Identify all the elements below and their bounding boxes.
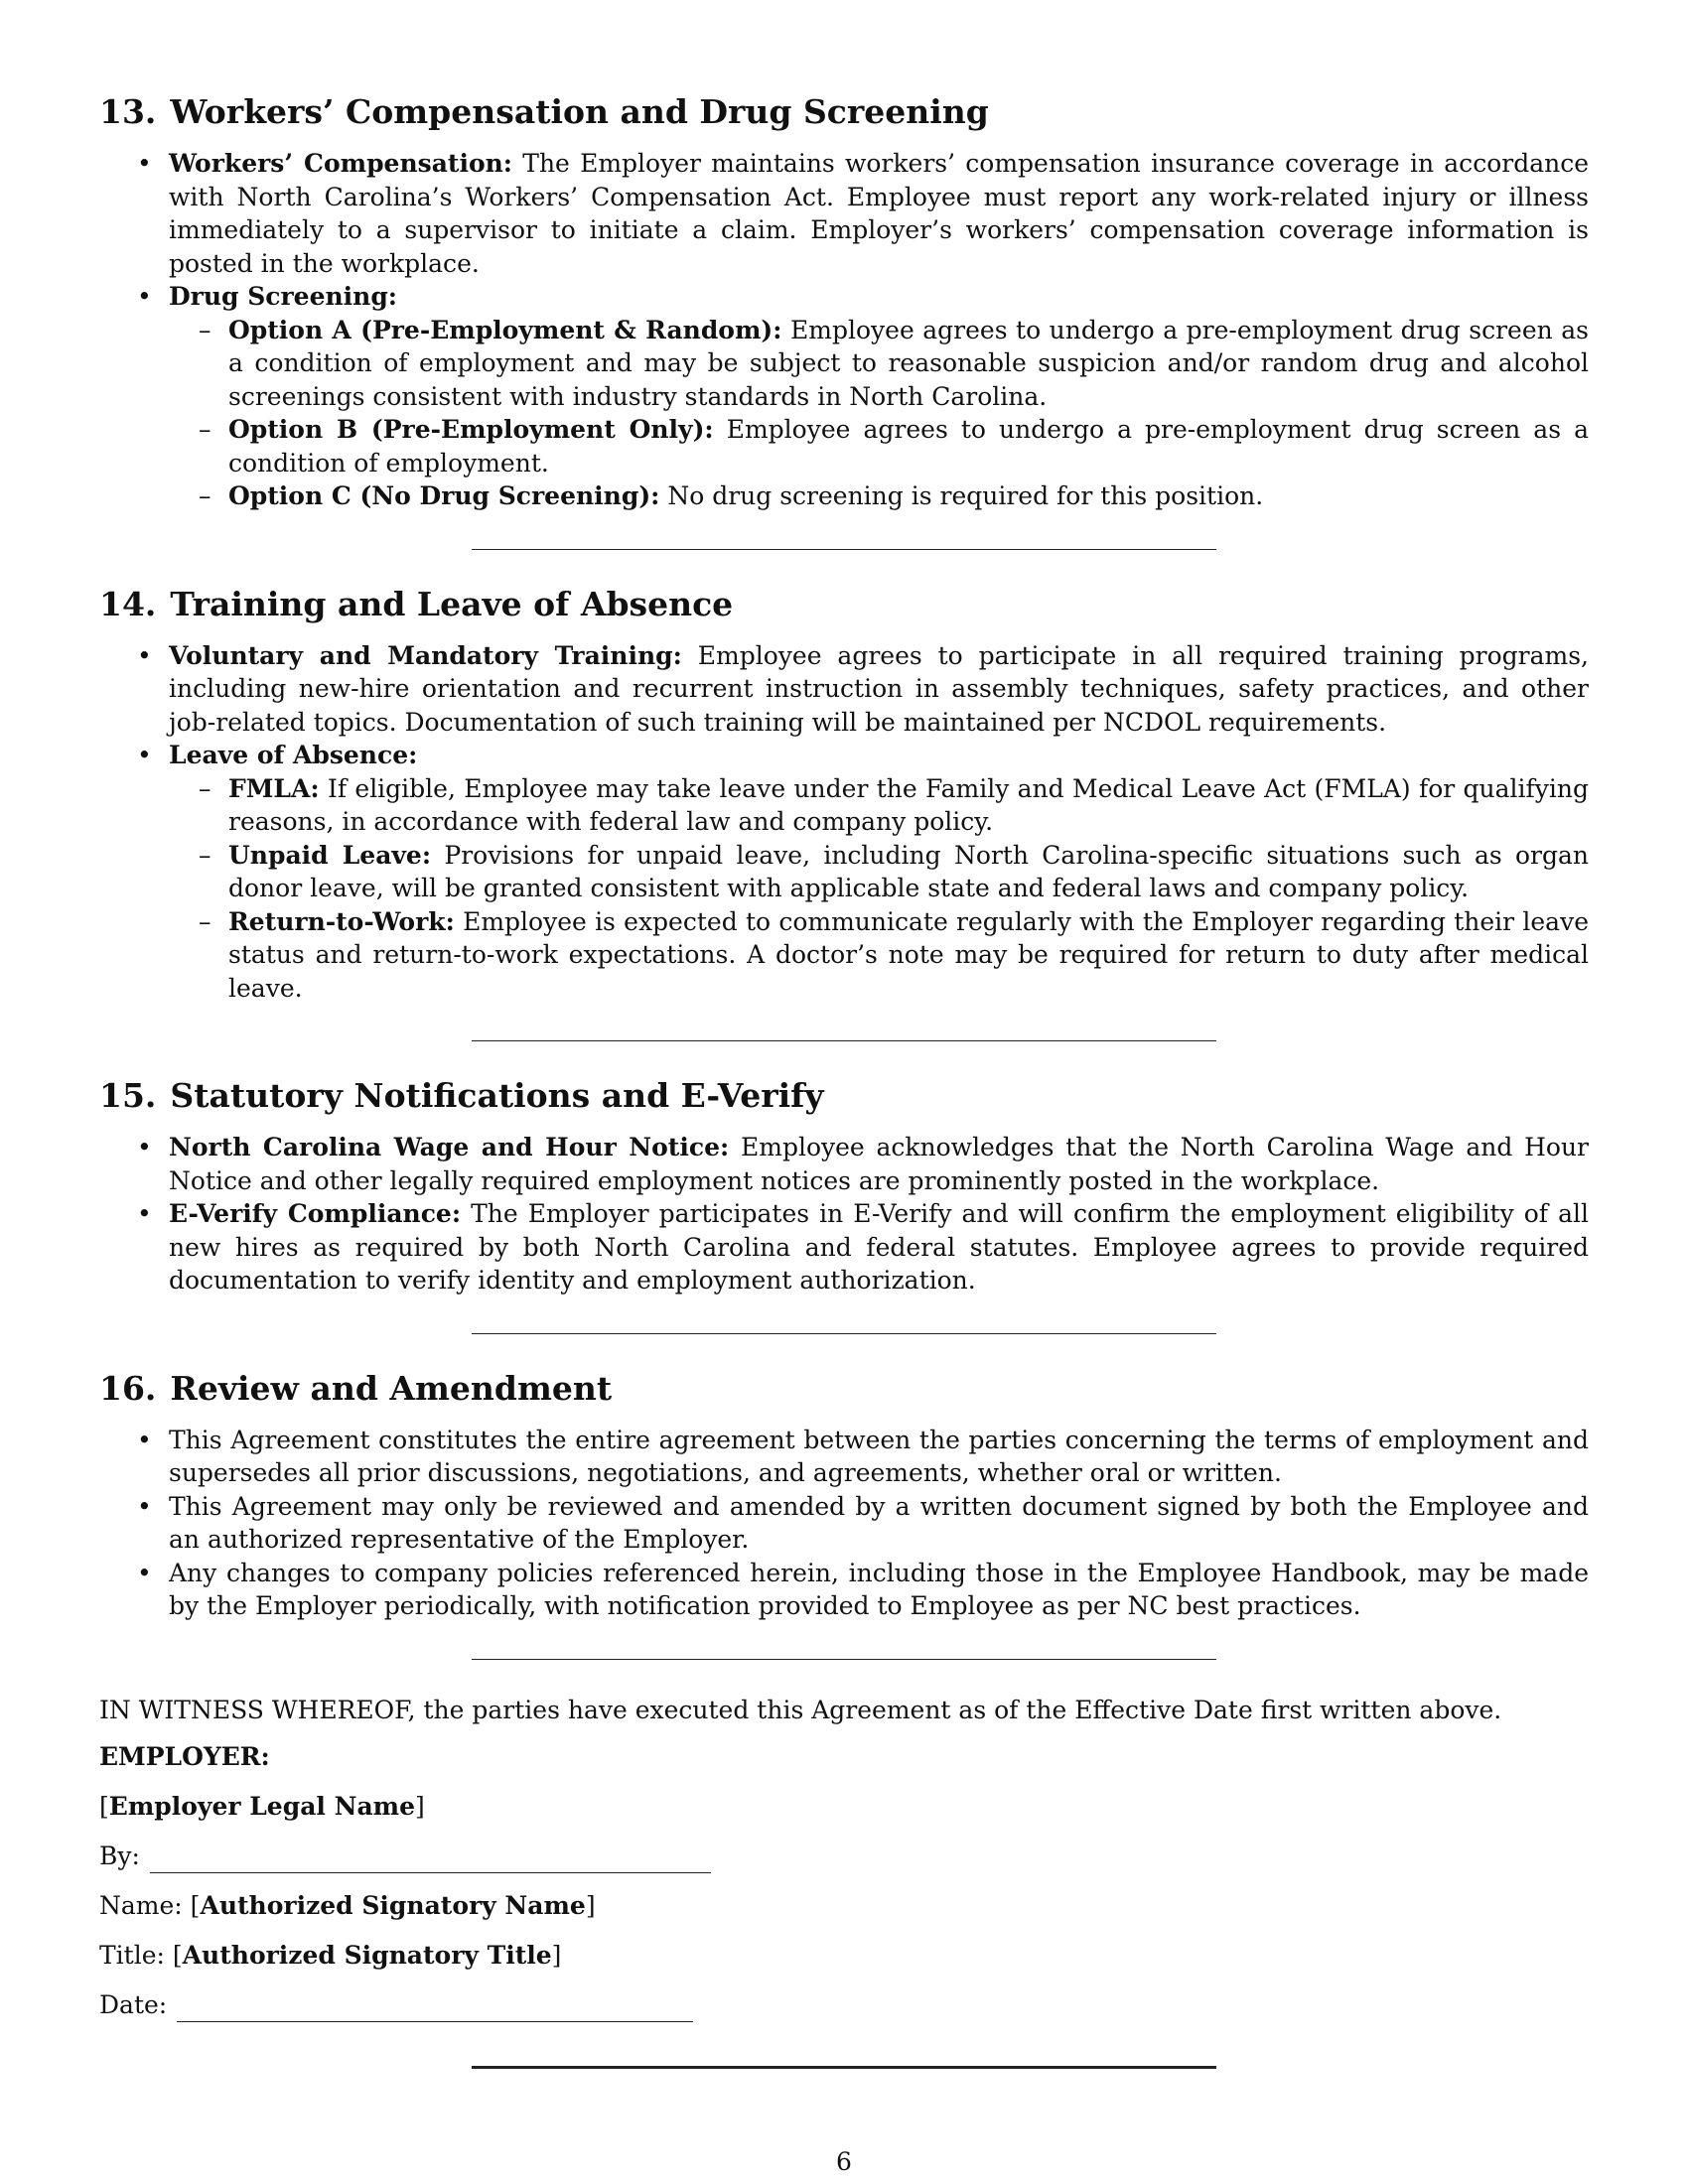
closing-divider [472, 2066, 1216, 2069]
list-item: • Any changes to company policies referenced herein, including those in the Employee Handbook, may be made by the Employer periodically, with notification provided to Employee as per NC best practices. [99, 1557, 1589, 1623]
signature-field[interactable] [150, 1846, 711, 1873]
item-text: Employee is expected to communicate regularly with the Employer regarding their leave status and return-to-work expectations. A doctor’s note may be required for return to duty after medical leave. [228, 906, 1589, 1003]
by-line [99, 1840, 1589, 1873]
bullet-list [99, 639, 1589, 1006]
section-number: 13. [99, 92, 157, 131]
sub-list-item [169, 772, 1589, 839]
section-heading [99, 91, 1589, 133]
list-item [99, 739, 1589, 1005]
item-label: E-Verify Compliance: [169, 1199, 462, 1228]
item-text: The Employer maintains workers’ compensation insurance coverage in accordance with North Carolina’s Workers’ Compensation Act. Employee must report any work-related injury or illness immediately to a supervisor to initiate a claim. Employer’s workers’ compensation coverage information is posted in the workplace. [169, 149, 1589, 278]
date-label: Date: [99, 1990, 168, 2019]
signatory-title-placeholder[interactable]: Authorized Signatory Title [182, 1941, 552, 1970]
bracket-close: ] [415, 1792, 425, 1821]
item-text: No drug screening is required for this position. [667, 481, 1264, 510]
item-label: Return-to-Work: [228, 906, 455, 936]
by-label: By: [99, 1842, 140, 1870]
section-15 [99, 1075, 1589, 1297]
section-14 [99, 584, 1589, 1006]
item-label: Option B (Pre-Employment Only): [228, 415, 714, 444]
name-label: Name: [99, 1891, 183, 1920]
bracket-close: ] [551, 1941, 562, 1970]
date-line [99, 1988, 1589, 2022]
section-divider [472, 549, 1216, 550]
item-label: Drug Screening: [169, 282, 398, 311]
sub-list [169, 314, 1589, 513]
section-13 [99, 91, 1589, 513]
sub-list-item [169, 413, 1589, 479]
sub-list-item [169, 839, 1589, 905]
bracket-open: [ [99, 1792, 109, 1821]
sub-list-item [169, 479, 1589, 513]
item-text: Provisions for unpaid leave, including North Carolina-specific situations such as organ donor leave, will be granted consistent with applicable state and federal laws and company policy. [228, 840, 1590, 902]
name-line [99, 1889, 1589, 1923]
item-label: Voluntary and Mandatory Training: [169, 640, 682, 670]
item-text: Employee agrees to undergo a pre-employment drug screen as a condition of employment. [228, 415, 1590, 478]
bracket-open: [ [172, 1941, 183, 1970]
title-line [99, 1939, 1589, 1973]
list-item [99, 639, 1589, 740]
bracket-open: [ [190, 1891, 201, 1920]
date-field[interactable] [177, 1995, 693, 2022]
section-divider [472, 1333, 1216, 1334]
section-number: 15. [99, 1076, 157, 1115]
list-item [99, 280, 1589, 513]
item-text: The Employer participates in E-Verify and will confirm the employment eligibility of all new hires as required by both North Carolina and federal statutes. Employee agrees to provide required documentation to verify identity and employment authorization. [169, 1199, 1589, 1295]
item-text: Employee acknowledges that the North Carolina Wage and Hour Notice and other legally required employment notices are prominently posted in the workplace. [169, 1133, 1590, 1195]
bracket-close: ] [585, 1891, 596, 1920]
section-number: 16. [99, 1368, 157, 1408]
section-heading [99, 1368, 1589, 1410]
title-label: Title: [99, 1941, 165, 1970]
item-text: If eligible, Employee may take leave under the Family and Medical Leave Act (FMLA) for qualifying reasons, in accordance with federal law and company policy. [228, 773, 1589, 836]
employer-heading [99, 1740, 1589, 1774]
section-title: Training and Leave of Absence [170, 584, 734, 623]
item-label: Leave of Absence: [169, 741, 418, 769]
bullet-list [99, 147, 1589, 513]
page-number: 6 [836, 2147, 852, 2176]
sub-list [169, 772, 1589, 1006]
section-heading [99, 584, 1589, 625]
bullet-list [99, 1424, 1589, 1623]
section-heading [99, 1075, 1589, 1117]
employer-legal-name-placeholder[interactable]: Employer Legal Name [108, 1792, 416, 1821]
list-item: • This Agreement may only be reviewed and amended by a written document signed by both the Employee and an authorized representative of the Employer. [99, 1490, 1589, 1557]
sub-list-item [169, 314, 1589, 414]
item-label: Option C (No Drug Screening): [228, 481, 660, 510]
list-item [99, 1131, 1589, 1197]
section-divider [472, 1040, 1216, 1041]
section-title: Review and Amendment [170, 1368, 613, 1408]
section-divider [472, 1659, 1216, 1660]
section-title: Workers’ Compensation and Drug Screening [170, 92, 989, 131]
item-text: Employee agrees to undergo a pre-employment drug screen as a condition of employment and may be subject to reasonable suspicion and/or random drug and alcohol screenings consistent with industry standards in North Carolina. [228, 315, 1589, 411]
section-title: Statutory Notifications and E-Verify [170, 1076, 824, 1115]
employer-legal-name [99, 1790, 1589, 1824]
section-number: 14. [99, 584, 157, 623]
bullet-list [99, 1131, 1589, 1297]
document-body [99, 91, 1589, 2103]
item-label: Workers’ Compensation: [169, 149, 513, 178]
witness-clause: IN WITNESS WHEREOF, the parties have executed this Agreement as of the Effective Date first written above. [99, 1695, 1502, 1724]
item-label: Unpaid Leave: [228, 840, 432, 870]
employer-label: EMPLOYER: [99, 1742, 270, 1771]
signature-block [99, 1694, 1589, 2023]
signatory-name-placeholder[interactable]: Authorized Signatory Name [200, 1891, 586, 1920]
sub-list-item [169, 905, 1589, 1006]
list-item [99, 147, 1589, 280]
item-text: Employee agrees to participate in all required training programs, including new-hire orientation and recurrent instruction in assembly techniques, safety practices, and other job-related topics. Documentation of such training will be maintained per NCDOL requirements. [169, 640, 1589, 737]
item-label: FMLA: [228, 773, 320, 803]
item-label: Option A (Pre-Employment & Random): [228, 315, 782, 344]
section-16 [99, 1368, 1589, 1623]
list-item: • This Agreement constitutes the entire agreement between the parties concerning the terms of employment and supersedes all prior discussions, negotiations, and agreements, whether oral or written. [99, 1424, 1589, 1490]
list-item [99, 1197, 1589, 1297]
item-label: North Carolina Wage and Hour Notice: [169, 1133, 730, 1161]
